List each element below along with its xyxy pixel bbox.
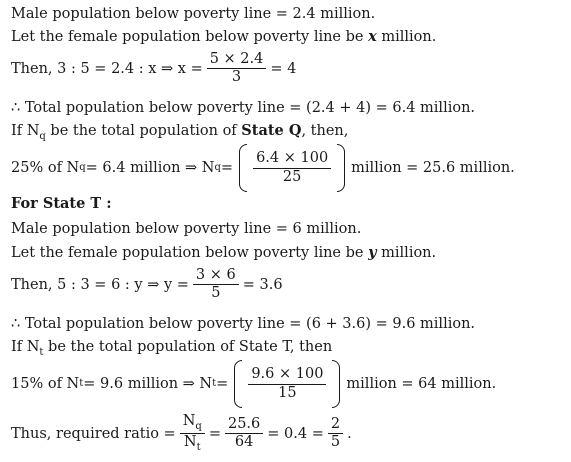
subscript: q [39,130,46,142]
variable-x: x [368,28,377,45]
denominator: 25 [282,168,302,185]
total-pop-t-line: ∴ Total population below poverty line = (6 + 3.6) = 9.6 million. [11,316,476,332]
subscript: t [196,442,201,454]
text: Let the female population below poverty line be [11,245,369,261]
female-pop-q-line [11,28,436,46]
equation-row [11,268,283,301]
right-paren [332,360,340,408]
right-paren [337,144,345,192]
fraction-nq-nt [180,414,205,454]
numerator: 9.6 × 100 [248,367,326,384]
text: Let the female population below poverty line be [11,29,369,45]
denominator: 3 [231,69,242,86]
denominator: 64 [234,434,254,451]
text: = 6.4 million ⇒ N [85,160,215,176]
denominator: 5 [211,285,221,302]
denominator: 5 [330,434,341,451]
text: be the total population of [45,123,242,139]
fraction-result [328,417,343,450]
text: If N [11,123,40,139]
heading-state-t: For State T : [11,195,112,212]
numerator [180,414,205,434]
numerator: 5 × 2.4 [207,52,267,69]
required-ratio-equation [11,414,352,454]
subscript: q [195,420,202,432]
ratio-q-equation [11,52,296,85]
text: = [220,160,234,176]
text: be the total population of State T, then [43,339,333,355]
numerator: 25.6 [225,417,263,434]
text: Then, 5 : 3 = 6 : y ⇒ y = [11,276,189,293]
subscript: t [39,346,44,358]
state-q-definition-line [11,122,348,146]
fraction [248,367,326,400]
male-pop-q-line: Male population below poverty line = 2.4 million. [11,6,376,22]
equation-row [11,144,515,192]
male-pop-t-line: Male population below poverty line = 6 million. [11,221,362,237]
state-t-population-equation [11,360,496,408]
text: million = 64 million. [346,376,497,392]
text: Thus, required ratio = [11,425,176,442]
left-paren [234,360,242,408]
denominator: 15 [278,384,297,401]
text: million. [376,245,437,261]
equation-row [11,360,496,408]
ratio-t-equation [11,268,283,301]
text: million = 25.6 million. [351,160,515,176]
equation-row [11,414,352,454]
fraction [207,52,267,85]
text: Then, 3 : 5 = 2.4 : x ⇒ x = [11,60,203,77]
text: = [208,425,221,442]
numerator: 2 [328,417,343,434]
text: = 3.6 [242,276,283,293]
subscript: q [214,162,221,173]
text: = 9.6 million ⇒ N [83,376,213,392]
total-pop-q-line: ∴ Total population below poverty line = (2.4 + 4) = 6.4 million. [11,100,476,116]
text: N [182,413,196,429]
text: , then, [301,123,349,139]
text: 15% of N [11,376,80,392]
numerator: 6.4 × 100 [253,151,331,168]
text: 25% of N [11,160,80,176]
variable-y: y [368,244,377,261]
denominator [181,434,204,453]
state-q-label: State Q [241,122,302,139]
text: = 0.4 = [267,425,324,442]
text: N [183,434,197,451]
female-pop-t-line [11,244,436,262]
fraction [193,268,239,301]
subscript: q [79,162,86,173]
text: If N [11,339,40,355]
text: = [216,376,229,392]
state-t-definition-line [11,338,332,362]
subscript: t [79,378,84,389]
text: million. [376,29,437,45]
subscript: t [212,378,217,389]
fraction-values [225,417,263,450]
text: . [347,425,352,442]
text: = 4 [270,60,297,77]
fraction [253,151,331,184]
left-paren [239,144,247,192]
state-q-population-equation [11,144,515,192]
numerator: 3 × 6 [193,268,239,285]
equation-row [11,52,296,85]
